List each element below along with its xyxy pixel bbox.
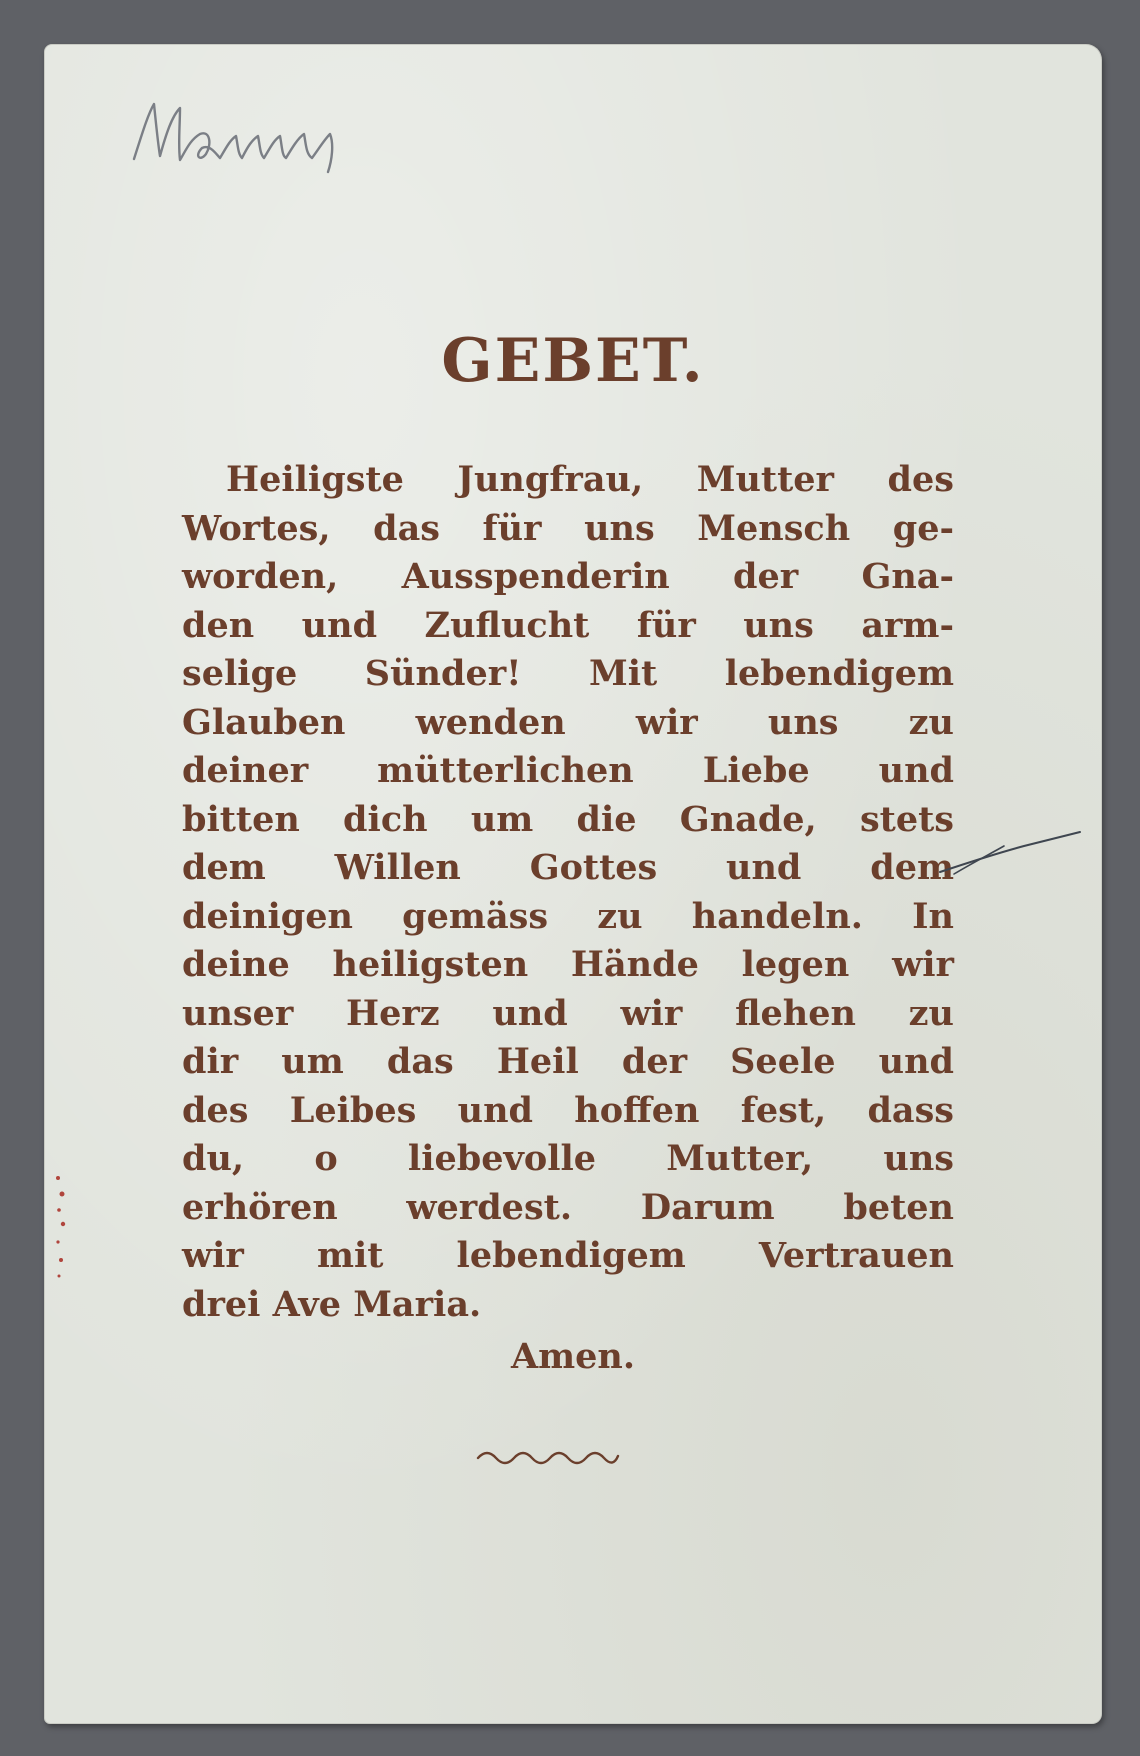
prayer-line: unser Herz und wir flehen zu bbox=[182, 992, 954, 1034]
closing-amen: Amen. bbox=[510, 1336, 636, 1377]
prayer-line: deine heiligsten Hände legen wir bbox=[182, 944, 954, 985]
prayer-line: bitten dich um die Gnade, stets bbox=[182, 798, 954, 840]
ink-scratch-mark bbox=[934, 824, 1084, 884]
prayer-card bbox=[44, 44, 1102, 1724]
prayer-line: den und Zuflucht für uns arm- bbox=[182, 604, 954, 646]
prayer-line: drei Ave Maria. bbox=[182, 1283, 482, 1325]
prayer-line: dem Willen Gottes und dem bbox=[182, 847, 954, 888]
handwritten-signature bbox=[114, 64, 374, 194]
prayer-line: Wortes, das für uns Mensch ge- bbox=[182, 507, 954, 549]
prayer-line: Glauben wenden wir uns zu bbox=[182, 701, 954, 743]
prayer-line: Heiligste Jungfrau, Mutter des bbox=[226, 459, 954, 500]
page-title: GEBET. bbox=[441, 326, 705, 396]
red-stain-mark bbox=[50, 1164, 72, 1294]
prayer-line: des Leibes und hoffen fest, dass bbox=[182, 1089, 954, 1131]
prayer-line: deinigen gemäss zu handeln. In bbox=[182, 895, 954, 937]
prayer-line: du, o liebevolle Mutter, uns bbox=[182, 1138, 954, 1179]
prayer-line: wir mit lebendigem Vertrauen bbox=[182, 1235, 954, 1276]
wavy-line-ornament-icon bbox=[476, 1446, 620, 1468]
prayer-line: worden, Ausspenderin der Gna- bbox=[182, 556, 954, 597]
prayer-line: deiner mütterlichen Liebe und bbox=[182, 750, 954, 791]
prayer-line: selige Sünder! Mit lebendigem bbox=[182, 653, 954, 694]
prayer-text bbox=[182, 456, 954, 1329]
prayer-line: dir um das Heil der Seele und bbox=[182, 1041, 954, 1082]
prayer-line: erhören werdest. Darum beten bbox=[182, 1186, 954, 1228]
